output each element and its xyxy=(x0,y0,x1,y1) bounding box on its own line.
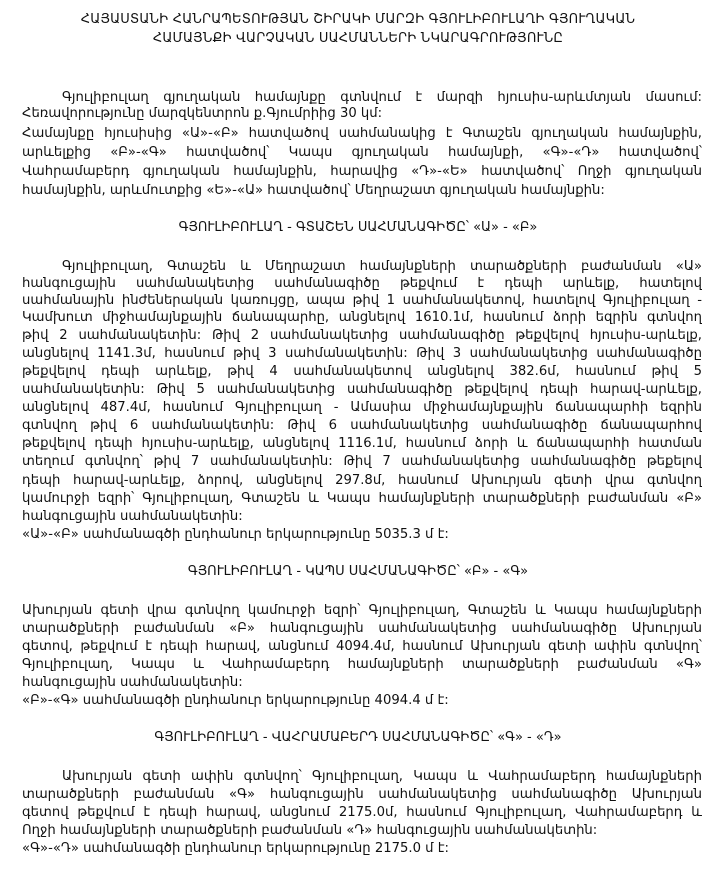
section-a-b-line: թիվ 2 սահմանակետին: Թիվ 2 սահմանակետից սահմանագիծը թեքվելով հյուսիս-արևելք, xyxy=(22,328,702,343)
section-c-d-line: տարածքների բաժանման «Գ» հանգուցային սահմանակետից սահմանագիծը Ախուրյան xyxy=(22,787,702,802)
section-a-b-line: Կամխուտ միջհամայնքային ճանապարհը, անցնելով 1610.1մ, հասնում ձորի եզրին գտնվող xyxy=(22,310,702,325)
section-a-b-line: սահմանային ինժեներական կառույցը, ապա թիվ 1 սահմանակետով, հատելով Գյուլիբուլաղ - xyxy=(22,293,702,308)
section-b-c-line: Գյուլիբուլաղ, Կապս և Վահրամաբերդ համայնքների տարածքների բաժանման «Գ» xyxy=(22,657,702,672)
intro-line: Գյուլիբուլաղ գյուղական համայնքը գտնվում է մարզի հյուսիս-արևմտյան մասում: xyxy=(62,90,702,105)
section-b-c-line: գետով, թեքվում է դեպի հարավ, անցնում 4094.4մ, հասնում Ախուրյան գետի ափին գտնվող՝ xyxy=(22,639,702,654)
section-b-c-line: հանգուցային սահմանակետին: xyxy=(22,675,243,690)
section-heading-a-b: ԳՅՈՒԼԻԲՈՒԼԱՂ - ԳՏԱՇԵՆ ՍԱՀՄԱՆԱԳԻԾԸ՝ «Ա» - «Բ» xyxy=(178,220,538,235)
section-a-b-line: հանգուցային սահմանակետին: xyxy=(22,509,243,524)
section-a-b-total-length: «Ա»-«Բ» սահմանագծի ընդհանուր երկարությունը 5035.3 մ է: xyxy=(22,527,449,542)
intro-line: Համայնքը հյուսիսից «Ա»-«Բ» հատվածով սահմանակից է Գտաշեն գյուղական համայնքին, xyxy=(22,126,702,141)
section-c-d-line: Ողջի համայնքների տարածքների բաժանման «Դ» հանգուցային սահմանակետին: xyxy=(22,823,598,838)
intro-line: համայնքին, արևմուտքից «Ե»-«Ա» հատվածով՝ Մեղրաշատ գյուղական համայնքին: xyxy=(22,183,605,198)
section-a-b-line: թեքվելով դեպի հյուսիս-արևելք, անցնելով 1116.1մ, հասնում ձորի և ճանապարհի հատման xyxy=(22,436,702,451)
section-a-b-line: թեքվելով դեպի արևելք, թիվ 4 սահմանակետով անցնելով 382.6մ, հասնում թիվ 5 xyxy=(22,364,702,379)
section-a-b-line: անցնելով 487.4մ, հասնում Գյուլիբուլաղ - Ամասիա միջհամայնքային ճանապարհի եզրին xyxy=(22,400,702,415)
section-a-b-line: սահմանակետին: Թիվ 5 սահմանակետից սահմանագիծը թեքվելով դեպի հարավ-արևելք, xyxy=(22,382,702,397)
section-b-c-line: տարածքների բաժանման «Բ» հանգուցային սահմանակետից սահմանագիծը Ախուրյան xyxy=(22,621,702,636)
section-a-b-line: կամուրջի եզրի՝ Գյուլիբուլաղ, Գտաշեն և Կապս համայնքների տարածքների բաժանման «Բ» xyxy=(22,491,702,506)
document-title-line-2: ՀԱՄԱՅՆՔԻ ՎԱՐՉԱԿԱՆ ՍԱՀՄԱՆՆԵՐԻ ՆԿԱՐԱԳՐՈՒԹՅՈՒՆԸ xyxy=(152,31,564,46)
intro-line: Հեռավորությունը մարզկենտրոն ք.Գյումրիից 30 կմ: xyxy=(22,106,383,121)
intro-line: արևելքից «Բ»-«Գ» հատվածով՝ Կապս գյուղական համայնքի, «Գ»-«Դ» հատվածով՝ xyxy=(22,145,702,160)
section-c-d-line: գետով թեքվում է դեպի հարավ, անցնում 2175.0մ, հասնում Գյուլիբուլաղ, Վահրամաբերդ և xyxy=(22,805,702,820)
intro-line: Վահրամաբերդ գյուղական համայնքին, հարավից «Դ»-«Ե» հատվածով՝ Ողջի գյուղական xyxy=(22,164,702,179)
section-c-d-total-length: «Գ»-«Դ» սահմանագծի ընդհանուր երկարությունը 2175.0 մ է: xyxy=(22,841,449,856)
section-a-b-line: գտնվող թիվ 6 սահմանակետին: Թիվ 6 սահմանակետից սահմանագիծը ճանապարհով xyxy=(22,418,702,433)
section-heading-c-d: ԳՅՈՒԼԻԲՈՒԼԱՂ - ՎԱՀՐԱՄԱԲԵՐԴ ՍԱՀՄԱՆԱԳԻԾԸ՝ «Գ» - «Դ» xyxy=(154,730,562,745)
section-a-b-line: դեպի հարավ-արևելք, ձորով, անցնելով 297.8մ, հասնում Ախուրյան գետի վրա գտնվող xyxy=(22,473,702,488)
section-a-b-line: Գյուլիբուլաղ, Գտաշեն և Մեղրաշատ համայնքների տարածքների բաժանման «Ա» xyxy=(62,259,702,274)
section-b-c-line: Ախուրյան գետի վրա գտնվող կամուրջի եզրի՝ Գյուլիբուլաղ, Գտաշեն և Կապս համայնքների xyxy=(22,603,702,618)
section-c-d-line: Ախուրյան գետի ափին գտնվող՝ Գյուլիբուլաղ, Կապս և Վահրամաբերդ համայնքների xyxy=(62,769,702,784)
document-title-line-1: ՀԱՅԱՍՏԱՆԻ ՀԱՆՐԱՊԵՏՈՒԹՅԱՆ ՇԻՐԱԿԻ ՄԱՐԶԻ ԳՅՈՒԼԻԲՈՒԼԱՂԻ ԳՅՈՒՂԱԿԱՆ xyxy=(80,12,636,27)
section-a-b-line: անցնելով 1141.3մ, հասնում թիվ 3 սահմանակետին: Թիվ 3 սահմանակետից սահմանագիծը xyxy=(22,346,702,361)
section-heading-b-c: ԳՅՈՒԼԻԲՈՒԼԱՂ - ԿԱՊՍ ՍԱՀՄԱՆԱԳԻԾԸ՝ «Բ» - «Գ» xyxy=(187,564,529,579)
section-a-b-line: տեղում գտնվող՝ թիվ 7 սահմանակետին: Թիվ 7 սահմանակետից սահմանագիծը թեքելով xyxy=(22,454,702,469)
section-a-b-line: հանգուցային սահմանակետից սահմանագիծը թեքվում է դեպի արևելք, հատելով xyxy=(22,276,702,291)
section-b-c-total-length: «Բ»-«Գ» սահմանագծի ընդհանուր երկարությունը 4094.4 մ է: xyxy=(22,693,449,708)
